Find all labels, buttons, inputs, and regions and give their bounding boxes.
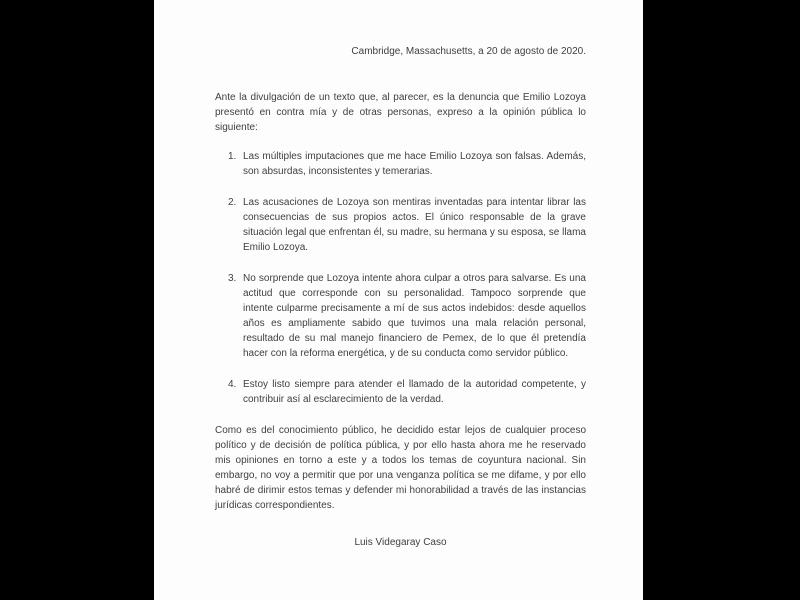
numbered-list xyxy=(215,149,586,407)
list-item xyxy=(215,195,586,255)
closing-paragraph: Como es del conocimiento público, he decidido estar lejos de cualquier proceso político y de decisión de política pública, y por ello hasta ahora me he reservado mis opiniones en torno a este y a todos los temas de coyuntura nacional. Sin embargo, no voy a permitir que por una venganza política se me difame, y por ello habré de dirimir estos temas y defender mi honorabilidad a través de las instancias jurídicas correspondientes. xyxy=(215,425,586,511)
list-item-number: 1. xyxy=(228,151,237,162)
list-item-text: Las acusaciones de Lozoya son mentiras inventadas para intentar librar las consecuencias de sus propios actos. El único responsable de la grave situación legal que enfrentan él, su madre, su hermana y su esposa, se llama Emilio Lozoya. xyxy=(243,197,586,253)
intro-paragraph: Ante la divulgación de un texto que, al parecer, es la denuncia que Emilio Lozoya presentó en contra mía y de otras personas, expreso a la opinión pública lo siguiente: xyxy=(215,92,586,133)
list-item xyxy=(215,149,586,179)
signature-name: Luis Videgaray Caso xyxy=(354,537,447,548)
letter-content xyxy=(154,0,643,600)
letter-page xyxy=(154,0,643,600)
dateline: Cambridge, Massachusetts, a 20 de agosto de 2020. xyxy=(351,46,586,57)
list-item-text: No sorprende que Lozoya intente ahora culpar a otros para salvarse. Es una actitud que corresponde con su personalidad. Tampoco sorprende que intente culparme precisamente a mí de sus actos indebidos: desde aquellos años es ampliamente sabido que tuvimos una mala relación personal, resultado de su mal manejo financiero de Pemex, de lo que él pretendía hacer con la reforma energética, y de su conducta como servidor público. xyxy=(243,273,586,359)
list-item-number: 2. xyxy=(228,197,237,208)
list-item-text: Las múltiples imputaciones que me hace Emilio Lozoya son falsas. Además, son absurdas, inconsistentes y temerarias. xyxy=(243,151,586,177)
list-item-text: Estoy listo siempre para atender el llamado de la autoridad competente, y contribuir así al esclarecimiento de la verdad. xyxy=(243,379,586,405)
list-item-number: 4. xyxy=(228,379,237,390)
list-item xyxy=(215,271,586,361)
list-item xyxy=(215,377,586,407)
list-item-number: 3. xyxy=(228,273,237,284)
